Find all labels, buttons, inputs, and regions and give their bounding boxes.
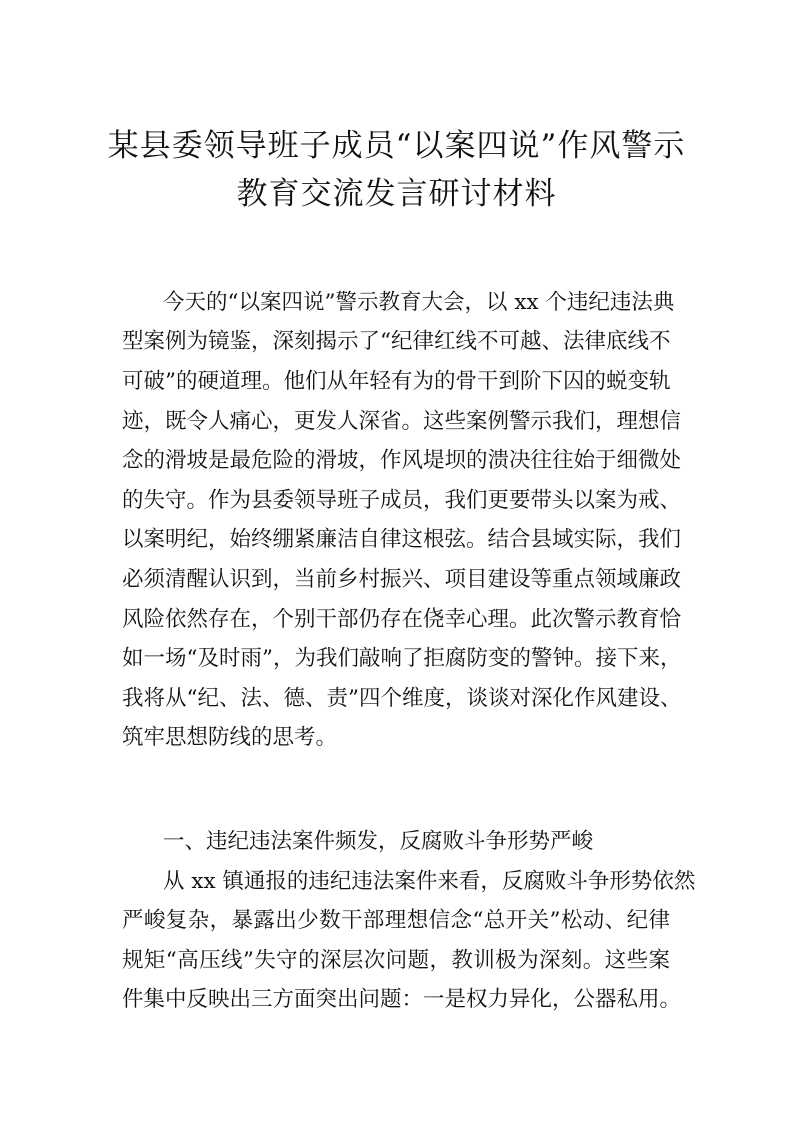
paragraph-1-line: 必须清醒认识到，当前乡村振兴、项目建设等重点领域廉政 [122,567,682,592]
paragraph-2-line: 件集中反映出三方面突出问题：一是权力异化，公器私用。 [122,987,682,1012]
paragraph-1-line: 如一场“及时雨”，为我们敲响了拒腐防变的警钟。接下来， [122,646,682,671]
paragraph-2-line: 从 xx 镇通报的违纪违法案件来看，反腐败斗争形势依然 [163,869,696,894]
paragraph-1-line: 以案明纪，始终绷紧廉洁自律这根弦。结合县域实际，我们 [122,527,682,552]
paragraph-1-line: 筑牢思想防线的思考。 [122,725,338,750]
paragraph-1-line: 念的滑坡是最危险的滑坡，作风堤坝的溃决往往始于细微处 [122,448,682,473]
paragraph-1-line: 可破”的硬道理。他们从年轻有为的骨干到阶下囚的蜕变轨 [122,369,671,394]
paragraph-1-line: 风险依然存在，个别干部仍存在侥幸心理。此次警示教育恰 [122,607,682,632]
paragraph-1-line: 的失守。作为县委领导班子成员，我们更要带头以案为戒、 [122,488,682,513]
paragraph-1-line: 今天的“以案四说”警示教育大会，以 xx 个违纪违法典 [163,290,675,315]
paragraph-1-line: 迹，既令人痛心，更发人深省。这些案例警示我们，理想信 [122,409,682,434]
paragraph-1-line: 我将从“纪、法、德、责”四个维度，谈谈对深化作风建设、 [122,686,682,711]
document-title-line-1: 某县委领导班子成员“以案四说”作风警示 [107,128,686,164]
paragraph-1-line: 型案例为镜鉴，深刻揭示了“纪律红线不可越、法律底线不 [122,329,671,354]
paragraph-2-line: 严峻复杂，暴露出少数干部理想信念“总开关”松动、纪律 [122,908,670,933]
section-heading: 一、违纪违法案件频发，反腐败斗争形势严峻 [163,829,594,854]
paragraph-2-line: 规矩“高压线”失守的深层次问题，教训极为深刻。这些案 [122,948,670,973]
document-title-line-2: 教育交流发言研讨材料 [236,176,557,212]
